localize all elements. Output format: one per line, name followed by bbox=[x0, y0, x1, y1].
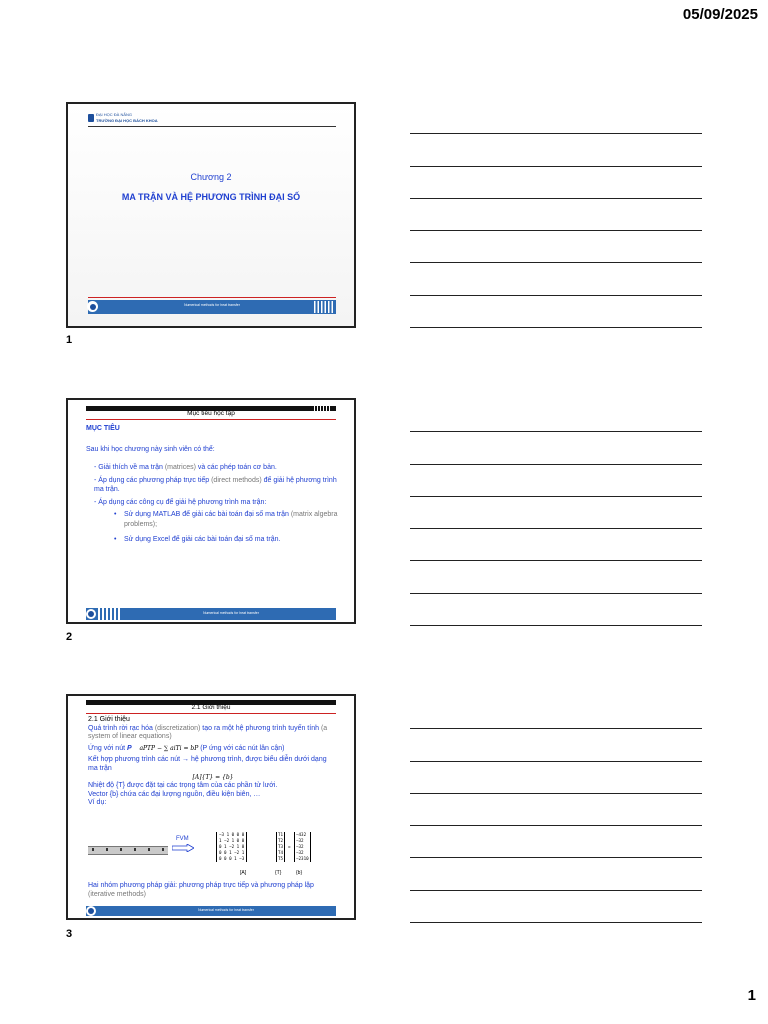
note-line bbox=[410, 761, 702, 762]
sub-list-item: • Sử dụng Excel để giải các bài toán đại số ma trận. bbox=[86, 535, 338, 545]
divider bbox=[86, 419, 336, 420]
paragraph: Kết hợp phương trình các nút → hệ phương trình, được biểu diễn dưới dạng ma trận bbox=[88, 756, 327, 772]
slide-1 bbox=[66, 102, 356, 328]
matrix-equation: [A]{T} = {b} bbox=[192, 773, 234, 781]
note-line bbox=[410, 857, 702, 858]
paragraph: Vector {b} chứa các đại lượng nguồn, điều kiện biên, … bbox=[88, 790, 261, 798]
paragraph: Ứng với nút P aPTP − ∑ aiTi = bP (P ứng với các nút lân cận) bbox=[88, 744, 285, 752]
note-line bbox=[410, 431, 702, 432]
slide-title: MA TRẬN VÀ HỆ PHƯƠNG TRÌNH ĐẠI SỐ bbox=[121, 192, 301, 202]
footer-text: Numerical methods for heat transfer bbox=[203, 611, 259, 615]
note-line bbox=[410, 166, 702, 167]
section-title: 2.1 Giới thiệu bbox=[88, 716, 130, 723]
fvm-label: FVM bbox=[176, 836, 189, 842]
note-line bbox=[410, 825, 702, 826]
footer-text: Numerical methods for heat transfer bbox=[198, 908, 254, 912]
vector-b: −432 −32 −32 −32 −2310 bbox=[296, 832, 309, 861]
footer-logo-icon bbox=[86, 609, 96, 619]
slide-number: 1 bbox=[66, 334, 73, 346]
list-item: - Giải thích về ma trận (matrices) và các phép toán cơ bản. bbox=[94, 464, 277, 471]
note-line bbox=[410, 625, 702, 626]
slide-header: Mục tiêu học tập bbox=[187, 410, 235, 417]
note-line bbox=[410, 230, 702, 231]
divider bbox=[86, 713, 336, 714]
paragraph: Nhiệt độ {T} được đặt tại các trọng tâm của các phần tử lưới. bbox=[88, 782, 278, 790]
arrow-right-icon bbox=[172, 844, 194, 852]
slide-heading: MỤC TIÊU bbox=[86, 425, 120, 432]
note-line bbox=[410, 890, 702, 891]
footer-bars-icon bbox=[314, 301, 334, 313]
slide-header: 2.1 Giới thiệu bbox=[191, 704, 231, 711]
matrix-system bbox=[216, 832, 316, 876]
chapter-label: Chương 2 bbox=[190, 172, 232, 182]
label-a: [A] bbox=[240, 870, 247, 876]
slide-body bbox=[88, 716, 338, 808]
divider bbox=[88, 297, 336, 298]
slide-footer bbox=[86, 608, 336, 620]
note-line bbox=[410, 793, 702, 794]
school-name: TRƯỜNG ĐẠI HỌC BÁCH KHOA bbox=[96, 118, 158, 123]
sub-list-item: • Sử dụng MATLAB để giải các bài toán đại số ma trận (matrix algebra problems); bbox=[86, 510, 338, 529]
university-logo-icon bbox=[88, 114, 94, 122]
mesh-nodes bbox=[92, 848, 164, 851]
footer-text: Numerical methods for heat transfer bbox=[184, 303, 240, 307]
note-line bbox=[410, 262, 702, 263]
label-b: {b} bbox=[296, 870, 303, 876]
paragraph: Quá trình rời rạc hóa (discretization) tạo ra một hệ phương trình tuyến tính (a system of linear equations) bbox=[88, 724, 328, 741]
slide-2 bbox=[66, 398, 356, 624]
note-line bbox=[410, 464, 702, 465]
divider bbox=[88, 126, 336, 127]
footer-bars-icon bbox=[98, 608, 120, 620]
label-t: {T} bbox=[275, 870, 282, 876]
equals-sign: = bbox=[288, 844, 291, 849]
note-line bbox=[410, 593, 702, 594]
list-item: - Áp dụng các phương pháp trực tiếp (direct methods) để giải hệ phương trình ma trận. bbox=[94, 476, 337, 493]
slide-body bbox=[86, 424, 338, 551]
footer-logo-icon bbox=[86, 906, 96, 916]
note-line bbox=[410, 295, 702, 296]
note-line bbox=[410, 198, 702, 199]
note-line bbox=[410, 133, 702, 134]
note-line bbox=[410, 922, 702, 923]
vector-t: T1 T2 T3 T4 T5 bbox=[278, 832, 284, 861]
note-line bbox=[410, 728, 702, 729]
note-line bbox=[410, 496, 702, 497]
equation: aPTP − ∑ aiTi = bP bbox=[139, 744, 199, 752]
note-line bbox=[410, 327, 702, 328]
note-line bbox=[410, 528, 702, 529]
mesh-diagram bbox=[88, 834, 168, 870]
paragraph: Ví dụ: bbox=[88, 799, 107, 807]
slide-footer bbox=[86, 906, 336, 916]
document-date: 05/09/2025 bbox=[682, 6, 758, 23]
page-number: 1 bbox=[747, 987, 756, 1004]
note-line bbox=[410, 560, 702, 561]
slide-3 bbox=[66, 694, 356, 920]
paragraph: Hai nhóm phương pháp giải: phương pháp trực tiếp và phương pháp lặp (iterative methods) bbox=[88, 882, 314, 898]
slide-footer bbox=[88, 300, 336, 314]
slide-number: 2 bbox=[66, 631, 73, 643]
university-name: ĐẠI HỌC ĐÀ NẴNG bbox=[96, 112, 133, 117]
matrix-a: −3 1 0 0 0 1 −2 1 0 0 0 1 −2 1 0 0 0 1 −2 1 0 0 0 1 −3 bbox=[216, 832, 247, 862]
list-item: - Áp dụng các công cụ để giải hệ phương trình ma trận: bbox=[94, 498, 267, 506]
intro-text: Sau khi học chương này sinh viên có thể: bbox=[86, 445, 215, 453]
slide-number: 3 bbox=[66, 928, 73, 940]
